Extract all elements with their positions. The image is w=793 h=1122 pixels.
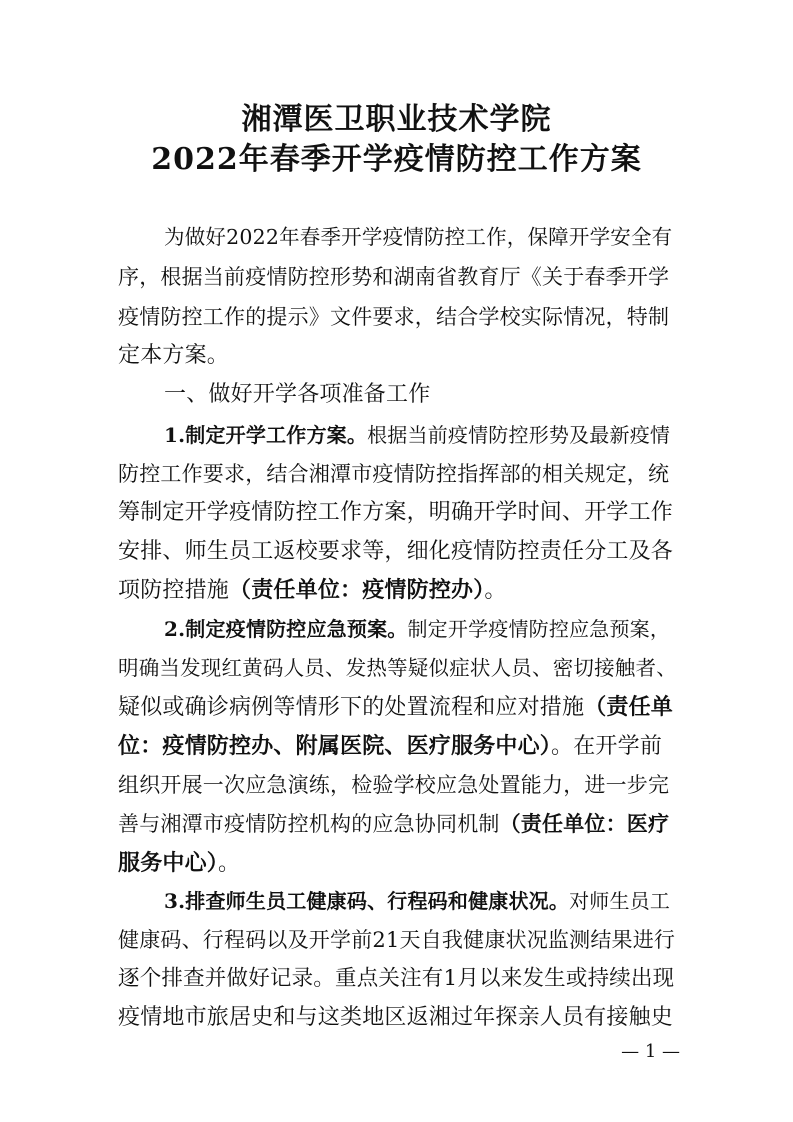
- item3-line-4: 疫情地市旅居史和与这类地区返湘过年探亲人员有接触史: [118, 1005, 674, 1030]
- item2-line-2: 明确当发现红黄码人员、发热等疑似症状人员、密切接触者、: [118, 656, 677, 680]
- item1-title: 1.制定开学工作方案。: [164, 423, 368, 447]
- item2-responsibility-end: 位：疫情防控办、附属医院、医疗服务中心）: [118, 733, 552, 759]
- intro-line-1: 为做好2022年春季开学疫情防控工作，保障开学安全有: [164, 225, 673, 249]
- item3-line-3: 逐个排查并做好记录。重点关注有1月以来发生或持续出现: [118, 966, 675, 991]
- item2-responsibility2-end: 服务中心）: [118, 850, 219, 876]
- item1-line-3: 筹制定开学疫情防控工作方案，明确开学时间、开学工作: [118, 500, 674, 525]
- item2-line4-text: 。在开学前: [551, 734, 663, 759]
- item1-line5-end: 。: [484, 578, 507, 603]
- item2-line-1: [164, 614, 678, 644]
- item2-line7-end: 。: [218, 851, 241, 876]
- item1-line-4: 安排、师生员工返校要求等，细化疫情防控责任分工及各: [118, 539, 674, 564]
- item1-line-2: 防控工作要求，结合湘潭市疫情防控指挥部的相关规定，统: [118, 462, 670, 486]
- section-heading-1: 一、做好开学各项准备工作: [164, 382, 431, 407]
- item2-line-5: 组织开展一次应急演练，检验学校应急处置能力，进一步完: [118, 773, 670, 797]
- item1-responsibility: （责任单位：疫情防控办）: [229, 577, 485, 603]
- item2-line-7: [118, 848, 678, 879]
- item2-line3-text: 疑似或确诊病例等情形下的处置流程和应对措施: [118, 695, 585, 720]
- item2-responsibility2-start: （责任单位：医疗: [499, 811, 670, 836]
- item2-responsibility-start: （责任单: [584, 694, 674, 720]
- item3-line1-text: 对师生员工: [569, 889, 671, 913]
- item3-line-1: [164, 886, 678, 916]
- intro-line-3: 疫情防控工作的提示》文件要求，结合学校实际情况，特制: [118, 305, 670, 329]
- item2-line-3: [118, 692, 678, 723]
- intro-line-4: 定本方案。: [118, 343, 230, 368]
- item2-line1-text: 制定开学疫情防控应急预案，: [407, 617, 671, 641]
- item2-line-4: [118, 731, 678, 762]
- document-title-line1: 湘潭医卫职业技术学院: [241, 102, 552, 137]
- document-title-line2: 2022年春季开学疫情防控工作方案: [151, 142, 642, 177]
- item1-line1-text: 根据当前疫情防控形势及最新疫情: [367, 423, 671, 447]
- item3-title: 3.排查师生员工健康码、行程码和健康状况。: [164, 889, 570, 913]
- item2-title: 2.制定疫情防控应急预案。: [164, 617, 408, 641]
- item1-line-1: [164, 420, 678, 450]
- intro-line-2: 序，根据当前疫情防控形势和湖南省教育厅《关于春季开学: [118, 265, 670, 289]
- item3-line-2: 健康码、行程码以及开学前21天自我健康状况监测结果进行: [118, 928, 676, 952]
- item1-line-5: [118, 575, 678, 606]
- item2-line-6: [118, 809, 678, 839]
- item1-line5-text: 项防控措施: [118, 578, 230, 603]
- item2-line6-text: 善与湘潭市疫情防控机构的应急协同机制: [118, 812, 500, 836]
- page-number: — 1 —: [621, 1041, 680, 1062]
